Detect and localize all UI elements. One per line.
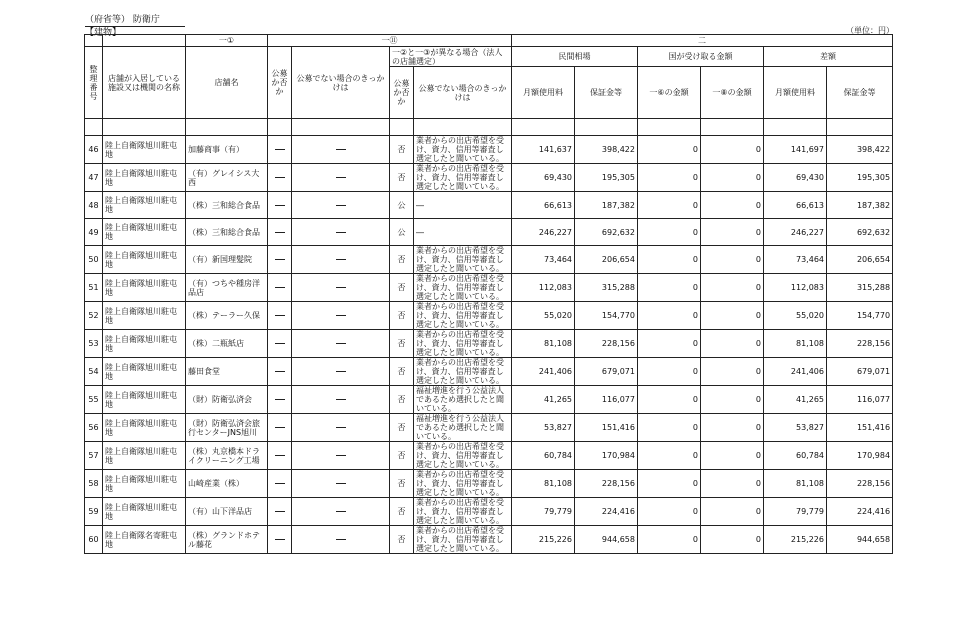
row-facility: 陸上自衛隊旭川駐屯地 (103, 274, 186, 302)
row-amount8: 0 (701, 192, 764, 219)
dash-mark (275, 399, 285, 400)
row-public-offering-2: 否 (390, 274, 414, 302)
row-public-offering-2: 否 (390, 386, 414, 414)
dash-mark (336, 511, 346, 512)
row-no: 52 (85, 302, 103, 330)
table-row (85, 386, 893, 414)
col-public-offering-2: 公募か否か (390, 67, 414, 119)
row-amount6: 0 (638, 274, 701, 302)
row-monthly-fee: 55,020 (512, 302, 575, 330)
row-amount6: 0 (638, 302, 701, 330)
row-no: 51 (85, 274, 103, 302)
row-deposit: 170,984 (575, 442, 638, 470)
row-diff-monthly: 60,784 (764, 442, 827, 470)
dash-mark (275, 287, 285, 288)
row-public-offering (268, 498, 292, 526)
row-diff-monthly: 41,265 (764, 386, 827, 414)
row-no: 48 (85, 192, 103, 219)
row-deposit: 679,071 (575, 358, 638, 386)
row-diff-deposit: 170,984 (827, 442, 893, 470)
row-diff-deposit: 228,156 (827, 330, 893, 358)
row-amount8: 0 (701, 164, 764, 192)
row-amount6: 0 (638, 164, 701, 192)
col-amount8: 一⑧の金額 (701, 67, 764, 119)
col-public-offering: 公募か否か (268, 47, 292, 119)
row-no: 57 (85, 442, 103, 470)
table-row (85, 164, 893, 192)
row-amount8: 0 (701, 302, 764, 330)
table-row (85, 414, 893, 442)
row-diff-deposit: 154,770 (827, 302, 893, 330)
row-store: （株）二瓶紙店 (186, 330, 268, 358)
row-public-offering-2: 否 (390, 414, 414, 442)
row-store: （株）テーラー久保 (186, 302, 268, 330)
row-reason: 業者からの出店希望を受け、資力、信用等審査し選定したと聞いている。 (414, 358, 512, 386)
row-public-offering (268, 386, 292, 414)
table-row (85, 302, 893, 330)
row-public-offering-2: 否 (390, 470, 414, 498)
dash-mark (336, 259, 346, 260)
row-public-offering-2: 否 (390, 442, 414, 470)
row-facility: 陸上自衛隊旭川駐屯地 (103, 386, 186, 414)
row-amount8: 0 (701, 358, 764, 386)
row-deposit: 224,416 (575, 498, 638, 526)
row-facility: 陸上自衛隊名寄駐屯地 (103, 526, 186, 554)
table-row (85, 136, 893, 164)
row-non-public-reason (292, 414, 390, 442)
row-amount6: 0 (638, 192, 701, 219)
row-facility: 陸上自衛隊旭川駐屯地 (103, 219, 186, 246)
row-public-offering-2: 否 (390, 498, 414, 526)
row-diff-monthly: 79,779 (764, 498, 827, 526)
col-deposit: 保証金等 (575, 67, 638, 119)
row-public-offering (268, 526, 292, 554)
row-diff-deposit: 315,288 (827, 274, 893, 302)
row-store: （有）グレイシス大西 (186, 164, 268, 192)
row-facility: 陸上自衛隊旭川駐屯地 (103, 192, 186, 219)
row-non-public-reason (292, 386, 390, 414)
row-amount8: 0 (701, 330, 764, 358)
row-store: （株）三和総合食品 (186, 192, 268, 219)
row-public-offering-2: 否 (390, 358, 414, 386)
row-non-public-reason (292, 330, 390, 358)
row-diff-monthly: 55,020 (764, 302, 827, 330)
row-amount6: 0 (638, 358, 701, 386)
row-store: （有）つちや種房洋品店 (186, 274, 268, 302)
row-diff-monthly: 69,430 (764, 164, 827, 192)
col-no: 整理番号 (85, 47, 103, 119)
row-diff-monthly: 141,697 (764, 136, 827, 164)
row-reason: ― (414, 192, 512, 219)
row-reason: 業者からの出店希望を受け、資力、信用等審査し選定したと聞いている。 (414, 498, 512, 526)
row-deposit: 228,156 (575, 330, 638, 358)
row-deposit: 315,288 (575, 274, 638, 302)
row-diff-monthly: 81,108 (764, 470, 827, 498)
row-non-public-reason (292, 192, 390, 219)
row-non-public-reason (292, 498, 390, 526)
row-diff-monthly: 112,083 (764, 274, 827, 302)
row-reason: 業者からの出店希望を受け、資力、信用等審査し選定したと聞いている。 (414, 164, 512, 192)
row-monthly-fee: 141,637 (512, 136, 575, 164)
row-reason: 業者からの出店希望を受け、資力、信用等審査し選定したと聞いている。 (414, 246, 512, 274)
row-amount8: 0 (701, 219, 764, 246)
row-diff-deposit: 224,416 (827, 498, 893, 526)
row-public-offering-2: 否 (390, 526, 414, 554)
row-amount6: 0 (638, 246, 701, 274)
unit-label: （単位：円） (846, 26, 894, 35)
group2-header: 一⑪ (268, 35, 512, 47)
row-reason: 福祉増進を行う公益法人であるため選択したと聞いている。 (414, 386, 512, 414)
row-amount8: 0 (701, 136, 764, 164)
row-monthly-fee: 41,265 (512, 386, 575, 414)
table-row (85, 192, 893, 219)
row-facility: 陸上自衛隊旭川駐屯地 (103, 136, 186, 164)
row-amount6: 0 (638, 442, 701, 470)
dash-mark (275, 149, 285, 150)
row-public-offering (268, 414, 292, 442)
row-public-offering (268, 330, 292, 358)
row-diff-deposit: 116,077 (827, 386, 893, 414)
row-diff-monthly: 241,406 (764, 358, 827, 386)
row-diff-deposit: 195,305 (827, 164, 893, 192)
row-no: 49 (85, 219, 103, 246)
row-no: 60 (85, 526, 103, 554)
row-amount8: 0 (701, 274, 764, 302)
col-monthly-fee: 月額使用料 (512, 67, 575, 119)
row-monthly-fee: 246,227 (512, 219, 575, 246)
table-row (85, 219, 893, 246)
row-public-offering-2: 否 (390, 330, 414, 358)
row-amount6: 0 (638, 498, 701, 526)
row-facility: 陸上自衛隊旭川駐屯地 (103, 246, 186, 274)
row-monthly-fee: 66,613 (512, 192, 575, 219)
row-amount8: 0 (701, 442, 764, 470)
row-amount6: 0 (638, 386, 701, 414)
row-no: 55 (85, 386, 103, 414)
table-row (85, 470, 893, 498)
dash-mark (336, 149, 346, 150)
row-deposit: 692,632 (575, 219, 638, 246)
row-public-offering (268, 192, 292, 219)
row-reason: 業者からの出店希望を受け、資力、信用等審査し選定したと聞いている。 (414, 136, 512, 164)
row-store: （有）新国理髪院 (186, 246, 268, 274)
row-store: （株）グランドホテル藤花 (186, 526, 268, 554)
dash-mark (336, 177, 346, 178)
row-public-offering (268, 302, 292, 330)
row-non-public-reason (292, 164, 390, 192)
dash-mark (336, 287, 346, 288)
dash-mark (336, 343, 346, 344)
dash-mark (275, 427, 285, 428)
row-amount6: 0 (638, 330, 701, 358)
row-deposit: 944,658 (575, 526, 638, 554)
row-diff-monthly: 215,226 (764, 526, 827, 554)
header-blank-2 (103, 35, 186, 47)
row-public-offering-2: 否 (390, 136, 414, 164)
row-public-offering (268, 246, 292, 274)
row-public-offering-2: 公 (390, 192, 414, 219)
row-amount6: 0 (638, 136, 701, 164)
row-reason: 業者からの出店希望を受け、資力、信用等審査し選定したと聞いている。 (414, 470, 512, 498)
row-public-offering (268, 442, 292, 470)
row-diff-monthly: 53,827 (764, 414, 827, 442)
row-non-public-reason (292, 470, 390, 498)
row-amount8: 0 (701, 498, 764, 526)
header-blank-1 (85, 35, 103, 47)
row-monthly-fee: 69,430 (512, 164, 575, 192)
row-deposit: 398,422 (575, 136, 638, 164)
row-amount6: 0 (638, 526, 701, 554)
dash-mark (336, 539, 346, 540)
dash-mark (336, 315, 346, 316)
row-public-offering (268, 470, 292, 498)
table-row (85, 246, 893, 274)
row-reason: 業者からの出店希望を受け、資力、信用等審査し選定したと聞いている。 (414, 302, 512, 330)
row-public-offering (268, 219, 292, 246)
row-deposit: 151,416 (575, 414, 638, 442)
col-non-public-reason: 公募でない場合のきっかけは (292, 47, 390, 119)
row-deposit: 228,156 (575, 470, 638, 498)
col-diff-monthly: 月額使用料 (764, 67, 827, 119)
row-store: （株）丸京橋本ドライクリーニング工場 (186, 442, 268, 470)
row-reason: 福祉増進を行う公益法人であるため選択したと聞いている。 (414, 414, 512, 442)
dash-mark (275, 343, 285, 344)
row-public-offering (268, 136, 292, 164)
row-store: （財）防衛弘済会旅行センターJNS旭川 (186, 414, 268, 442)
row-diff-deposit: 679,071 (827, 358, 893, 386)
dash-mark (336, 232, 346, 233)
row-public-offering-2: 否 (390, 302, 414, 330)
row-non-public-reason (292, 358, 390, 386)
row-no: 50 (85, 246, 103, 274)
row-store: （財）防衛弘済会 (186, 386, 268, 414)
row-facility: 陸上自衛隊旭川駐屯地 (103, 414, 186, 442)
row-reason: ― (414, 219, 512, 246)
table-row (85, 442, 893, 470)
store-table (84, 34, 893, 554)
row-store: 加藤商事（有） (186, 136, 268, 164)
row-monthly-fee: 81,108 (512, 470, 575, 498)
dash-mark (336, 483, 346, 484)
row-diff-deposit: 398,422 (827, 136, 893, 164)
row-diff-monthly: 66,613 (764, 192, 827, 219)
ministry-label: （府省等） 防衛庁 (85, 12, 185, 27)
row-deposit: 154,770 (575, 302, 638, 330)
table-row (85, 526, 893, 554)
row-diff-deposit: 151,416 (827, 414, 893, 442)
dash-mark (275, 539, 285, 540)
row-monthly-fee: 112,083 (512, 274, 575, 302)
dash-mark (336, 371, 346, 372)
table-row (85, 498, 893, 526)
col-facility: 店舗が入居している施設又は機関の名称 (103, 47, 186, 119)
row-diff-deposit: 206,654 (827, 246, 893, 274)
row-amount8: 0 (701, 526, 764, 554)
col-non-public-reason-2: 公募でない場合のきっかけは (414, 67, 512, 119)
group3-header: 二 (512, 35, 893, 47)
dash-mark (336, 205, 346, 206)
row-facility: 陸上自衛隊旭川駐屯地 (103, 470, 186, 498)
row-no: 56 (85, 414, 103, 442)
row-diff-deposit: 944,658 (827, 526, 893, 554)
row-non-public-reason (292, 136, 390, 164)
dash-mark (275, 232, 285, 233)
group1-header: 一① (186, 35, 268, 47)
row-monthly-fee: 79,779 (512, 498, 575, 526)
row-public-offering (268, 164, 292, 192)
row-reason: 業者からの出店希望を受け、資力、信用等審査し選定したと聞いている。 (414, 442, 512, 470)
row-deposit: 195,305 (575, 164, 638, 192)
dash-mark (336, 427, 346, 428)
col-diff-case: 一②と一③が異なる場合（法人の店舗選定） (390, 47, 512, 67)
row-monthly-fee: 53,827 (512, 414, 575, 442)
dash-mark (275, 259, 285, 260)
dash-mark (275, 371, 285, 372)
row-no: 54 (85, 358, 103, 386)
dash-mark (275, 483, 285, 484)
row-store: 山崎産業（株） (186, 470, 268, 498)
row-public-offering-2: 否 (390, 164, 414, 192)
row-non-public-reason (292, 246, 390, 274)
row-reason: 業者からの出店希望を受け、資力、信用等審査し選定したと聞いている。 (414, 274, 512, 302)
row-amount6: 0 (638, 470, 701, 498)
table-row (85, 358, 893, 386)
row-facility: 陸上自衛隊旭川駐屯地 (103, 358, 186, 386)
dash-mark (275, 205, 285, 206)
row-facility: 陸上自衛隊旭川駐屯地 (103, 498, 186, 526)
row-non-public-reason (292, 302, 390, 330)
row-diff-monthly: 246,227 (764, 219, 827, 246)
row-store: 藤田食堂 (186, 358, 268, 386)
row-facility: 陸上自衛隊旭川駐屯地 (103, 330, 186, 358)
row-amount8: 0 (701, 470, 764, 498)
row-public-offering (268, 274, 292, 302)
row-public-offering-2: 公 (390, 219, 414, 246)
table-row (85, 330, 893, 358)
row-amount8: 0 (701, 386, 764, 414)
row-diff-monthly: 81,108 (764, 330, 827, 358)
row-reason: 業者からの出店希望を受け、資力、信用等審査し選定したと聞いている。 (414, 330, 512, 358)
col-amount6: 一⑥の金額 (638, 67, 701, 119)
dash-mark (275, 455, 285, 456)
row-monthly-fee: 73,464 (512, 246, 575, 274)
row-public-offering-2: 否 (390, 246, 414, 274)
col-diff-deposit: 保証金等 (827, 67, 893, 119)
category-label: 【建物】 (85, 28, 122, 38)
dash-mark (275, 315, 285, 316)
row-amount6: 0 (638, 414, 701, 442)
row-non-public-reason (292, 274, 390, 302)
row-diff-deposit: 692,632 (827, 219, 893, 246)
row-store: （有）山下洋品店 (186, 498, 268, 526)
row-monthly-fee: 215,226 (512, 526, 575, 554)
table-row (85, 274, 893, 302)
row-public-offering (268, 358, 292, 386)
dash-mark (336, 399, 346, 400)
row-deposit: 116,077 (575, 386, 638, 414)
row-diff-monthly: 73,464 (764, 246, 827, 274)
row-non-public-reason (292, 219, 390, 246)
dash-mark (275, 511, 285, 512)
col-private-rate: 民間相場 (512, 47, 638, 67)
row-reason: 業者からの出店希望を受け、資力、信用等審査し選定したと聞いている。 (414, 526, 512, 554)
row-diff-deposit: 187,382 (827, 192, 893, 219)
row-monthly-fee: 241,406 (512, 358, 575, 386)
dash-mark (275, 177, 285, 178)
dash-mark (336, 455, 346, 456)
row-amount8: 0 (701, 414, 764, 442)
row-monthly-fee: 81,108 (512, 330, 575, 358)
row-store: （株）三和総合食品 (186, 219, 268, 246)
row-facility: 陸上自衛隊旭川駐屯地 (103, 442, 186, 470)
row-non-public-reason (292, 442, 390, 470)
row-amount6: 0 (638, 219, 701, 246)
row-non-public-reason (292, 526, 390, 554)
col-difference: 差額 (764, 47, 893, 67)
row-no: 58 (85, 470, 103, 498)
col-store: 店舗名 (186, 47, 268, 119)
row-no: 46 (85, 136, 103, 164)
row-no: 53 (85, 330, 103, 358)
row-facility: 陸上自衛隊旭川駐屯地 (103, 302, 186, 330)
row-no: 59 (85, 498, 103, 526)
row-amount8: 0 (701, 246, 764, 274)
row-no: 47 (85, 164, 103, 192)
row-deposit: 187,382 (575, 192, 638, 219)
row-diff-deposit: 228,156 (827, 470, 893, 498)
row-deposit: 206,654 (575, 246, 638, 274)
col-gov-received: 国が受け取る金額 (638, 47, 764, 67)
row-facility: 陸上自衛隊旭川駐屯地 (103, 164, 186, 192)
row-monthly-fee: 60,784 (512, 442, 575, 470)
